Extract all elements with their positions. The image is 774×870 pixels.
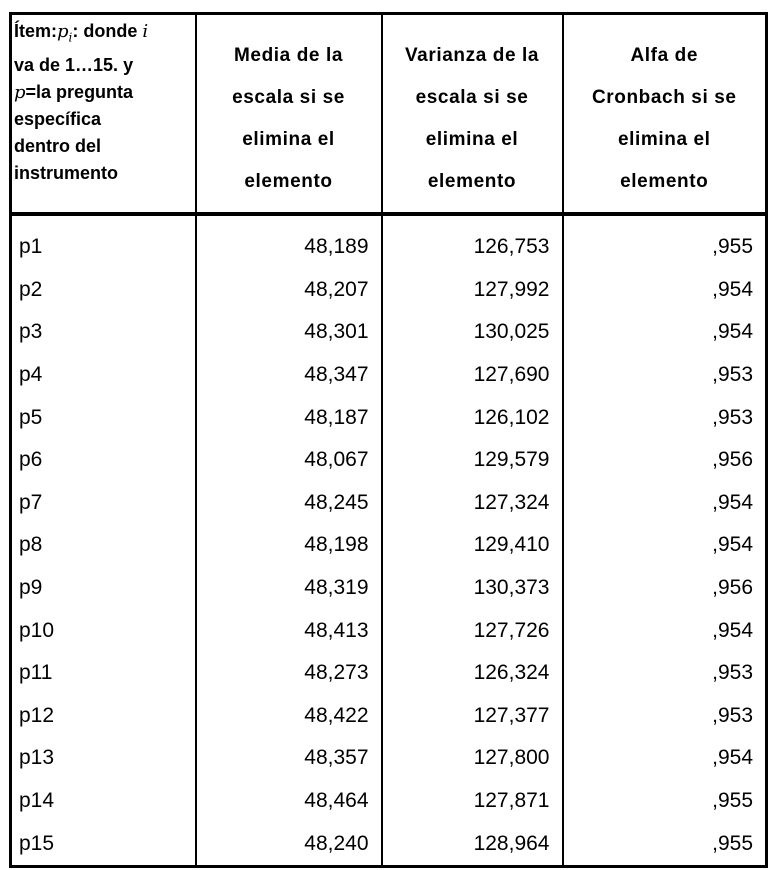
cell-media: 48,198 bbox=[196, 524, 382, 567]
cell-media: 48,422 bbox=[196, 695, 382, 738]
header-alfa-line: Cronbach si se bbox=[591, 87, 737, 108]
cell-media: 48,357 bbox=[196, 737, 382, 780]
cell-varianza: 126,102 bbox=[382, 396, 563, 439]
cell-item: p15 bbox=[11, 822, 196, 866]
cell-alfa: ,953 bbox=[712, 363, 753, 387]
cell-item: p6 bbox=[11, 439, 196, 482]
cell-alfa: ,955 bbox=[712, 789, 753, 813]
table-row bbox=[11, 311, 767, 354]
cell-varianza: 127,800 bbox=[382, 737, 563, 780]
cell-item: p13 bbox=[11, 737, 196, 780]
header-item-line-4: específica bbox=[14, 108, 102, 129]
p-symbol-2: p bbox=[14, 81, 26, 103]
header-varianza-line: Varianza de la bbox=[404, 45, 540, 66]
cell-media: 48,273 bbox=[196, 652, 382, 695]
cell-item: p10 bbox=[11, 609, 196, 652]
p-symbol: p bbox=[57, 21, 69, 42]
table-row bbox=[11, 780, 767, 823]
cell-item: p8 bbox=[11, 524, 196, 567]
header-alfa-line: elimina el bbox=[617, 129, 711, 150]
header-alfa bbox=[563, 14, 767, 215]
header-varianza-line: escala si se bbox=[415, 87, 529, 108]
cell-varianza: 129,579 bbox=[382, 439, 563, 482]
cell-alfa: ,954 bbox=[712, 533, 753, 557]
header-media-line: Media de la bbox=[233, 45, 344, 66]
cell-varianza: 127,377 bbox=[382, 695, 563, 738]
table-row bbox=[11, 524, 767, 567]
header-varianza-line: elimina el bbox=[425, 129, 519, 150]
cell-varianza: 126,753 bbox=[382, 214, 563, 269]
header-item bbox=[11, 14, 196, 215]
table-row bbox=[11, 822, 767, 866]
table-row bbox=[11, 482, 767, 525]
cell-item: p3 bbox=[11, 311, 196, 354]
cell-item: p9 bbox=[11, 567, 196, 610]
cell-media: 48,240 bbox=[196, 822, 382, 866]
table-row bbox=[11, 609, 767, 652]
table-row bbox=[11, 695, 767, 738]
cell-media: 48,245 bbox=[196, 482, 382, 525]
cell-alfa: ,956 bbox=[712, 576, 753, 600]
cell-varianza: 127,726 bbox=[382, 609, 563, 652]
table-row bbox=[11, 567, 767, 610]
cell-item: p14 bbox=[11, 780, 196, 823]
cell-alfa: ,956 bbox=[712, 448, 753, 472]
cell-item: p12 bbox=[11, 695, 196, 738]
cell-varianza: 127,690 bbox=[382, 354, 563, 397]
cell-alfa: ,954 bbox=[712, 277, 753, 301]
cell-item: p7 bbox=[11, 482, 196, 525]
table-row bbox=[11, 214, 767, 269]
header-item-line-2: va de 1…15. y bbox=[14, 54, 134, 75]
cell-alfa: ,955 bbox=[712, 235, 753, 259]
cell-varianza: 128,964 bbox=[382, 822, 563, 866]
header-varianza bbox=[382, 14, 563, 215]
cell-media: 48,319 bbox=[196, 567, 382, 610]
header-item-line-3 bbox=[14, 79, 195, 106]
cell-media: 48,413 bbox=[196, 609, 382, 652]
header-media-line: elimina el bbox=[242, 129, 335, 150]
cell-media: 48,189 bbox=[196, 214, 382, 269]
cell-varianza: 126,324 bbox=[382, 652, 563, 695]
cell-varianza: 127,871 bbox=[382, 780, 563, 823]
cell-alfa: ,953 bbox=[712, 661, 753, 685]
cell-item: p11 bbox=[11, 652, 196, 695]
header-alfa-line: elemento bbox=[620, 171, 709, 192]
header-varianza-line: elemento bbox=[427, 171, 517, 192]
header-item-line-5: dentro del bbox=[14, 135, 102, 156]
table-row bbox=[11, 439, 767, 482]
header-item-line-6: instrumento bbox=[14, 162, 119, 183]
header-alfa-line: Alfa de bbox=[630, 45, 699, 66]
reliability-table bbox=[9, 12, 768, 868]
cell-item: p4 bbox=[11, 354, 196, 397]
header-item-prefix: Ítem: bbox=[14, 21, 58, 41]
cell-media: 48,347 bbox=[196, 354, 382, 397]
cell-varianza: 129,410 bbox=[382, 524, 563, 567]
cell-media: 48,187 bbox=[196, 396, 382, 439]
table-row bbox=[11, 396, 767, 439]
cell-varianza: 127,324 bbox=[382, 482, 563, 525]
header-item-donde: : donde bbox=[72, 21, 143, 41]
cell-alfa: ,953 bbox=[712, 703, 753, 727]
table-row bbox=[11, 652, 767, 695]
header-item-line-1 bbox=[14, 18, 195, 52]
table-row bbox=[11, 269, 767, 312]
table-row bbox=[11, 354, 767, 397]
header-media bbox=[196, 14, 382, 215]
i-symbol: i bbox=[142, 21, 149, 42]
cell-alfa: ,954 bbox=[712, 490, 753, 514]
cell-media: 48,301 bbox=[196, 311, 382, 354]
cell-media: 48,207 bbox=[196, 269, 382, 312]
cell-varianza: 130,373 bbox=[382, 567, 563, 610]
cell-media: 48,464 bbox=[196, 780, 382, 823]
cell-alfa: ,953 bbox=[712, 405, 753, 429]
p-subscript: i bbox=[68, 30, 73, 45]
cell-varianza: 127,992 bbox=[382, 269, 563, 312]
header-item-pregunta: =la pregunta bbox=[25, 81, 134, 102]
cell-item: p5 bbox=[11, 396, 196, 439]
header-media-line: elemento bbox=[244, 171, 333, 192]
table-body bbox=[11, 214, 767, 866]
cell-alfa: ,955 bbox=[712, 831, 753, 855]
header-row bbox=[11, 14, 767, 215]
cell-alfa: ,954 bbox=[712, 320, 753, 344]
cell-alfa: ,954 bbox=[712, 746, 753, 770]
table-header bbox=[11, 14, 767, 215]
table-row bbox=[11, 737, 767, 780]
cell-varianza: 130,025 bbox=[382, 311, 563, 354]
cell-alfa: ,954 bbox=[712, 618, 753, 642]
header-media-line: escala si se bbox=[232, 87, 345, 108]
cell-media: 48,067 bbox=[196, 439, 382, 482]
cell-item: p2 bbox=[11, 269, 196, 312]
cell-item: p1 bbox=[11, 214, 196, 269]
